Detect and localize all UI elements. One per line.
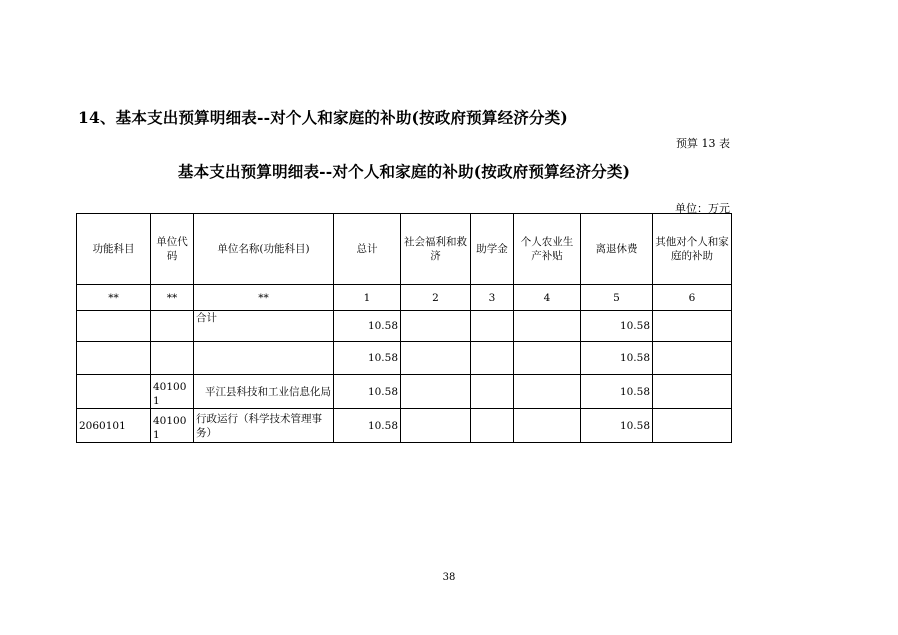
cell-unit-code: 401001 [151, 375, 194, 409]
cell-function-subject [77, 311, 151, 342]
cell-retirement: 10.58 [581, 311, 653, 342]
table-row [77, 311, 732, 342]
cell-unit-code [151, 342, 194, 375]
cell-unit-name: 行政运行（科学技术管理事务） [194, 409, 334, 443]
header-unit-name: 单位名称(功能科目) [194, 214, 334, 285]
table-row [77, 375, 732, 409]
cell-agri-subsidy [514, 311, 581, 342]
cell-total: 10.58 [334, 375, 401, 409]
table-row [77, 409, 732, 443]
table-title: 基本支出预算明细表--对个人和家庭的补助(按政府预算经济分类) [177, 162, 631, 181]
cell-unit-name [194, 342, 334, 375]
index-cell: 5 [581, 285, 653, 311]
cell-scholarship [471, 311, 514, 342]
index-cell: 4 [514, 285, 581, 311]
cell-other-subsidy [653, 311, 732, 342]
form-number: 预算 13 表 [676, 137, 730, 150]
cell-scholarship [471, 409, 514, 443]
table-row [77, 342, 732, 375]
index-cell: 2 [401, 285, 471, 311]
cell-total: 10.58 [334, 311, 401, 342]
header-unit-code: 单位代码 [151, 214, 194, 285]
header-row [77, 214, 732, 285]
cell-function-subject [77, 375, 151, 409]
cell-function-subject [77, 342, 151, 375]
cell-agri-subsidy [514, 375, 581, 409]
header-retirement: 离退休费 [581, 214, 653, 285]
cell-other-subsidy [653, 409, 732, 443]
page-number: 38 [442, 572, 456, 583]
cell-total: 10.58 [334, 409, 401, 443]
header-function-subject: 功能科目 [77, 214, 151, 285]
index-cell: ** [77, 285, 151, 311]
cell-unit-name: 平江县科技和工业信息化局 [194, 375, 334, 409]
header-agri-subsidy: 个人农业生产补贴 [514, 214, 581, 285]
cell-social-welfare [401, 311, 471, 342]
cell-retirement: 10.58 [581, 342, 653, 375]
index-cell: 6 [653, 285, 732, 311]
section-title: 14、基本支出预算明细表--对个人和家庭的补助(按政府预算经济分类) [78, 108, 568, 127]
cell-agri-subsidy [514, 409, 581, 443]
index-cell: 1 [334, 285, 401, 311]
cell-other-subsidy [653, 375, 732, 409]
index-row [77, 285, 732, 311]
cell-total: 10.58 [334, 342, 401, 375]
cell-social-welfare [401, 342, 471, 375]
cell-social-welfare [401, 409, 471, 443]
cell-function-subject: 2060101 [77, 409, 151, 443]
cell-unit-name: 合计 [194, 311, 334, 342]
header-scholarship: 助学金 [471, 214, 514, 285]
cell-scholarship [471, 342, 514, 375]
header-total: 总计 [334, 214, 401, 285]
unit-label: 单位：万元 [675, 202, 730, 215]
index-cell: ** [151, 285, 194, 311]
cell-unit-code: 401001 [151, 409, 194, 443]
cell-agri-subsidy [514, 342, 581, 375]
cell-other-subsidy [653, 342, 732, 375]
header-social-welfare: 社会福利和救济 [401, 214, 471, 285]
index-cell: 3 [471, 285, 514, 311]
cell-retirement: 10.58 [581, 409, 653, 443]
cell-scholarship [471, 375, 514, 409]
budget-table [76, 213, 732, 443]
cell-retirement: 10.58 [581, 375, 653, 409]
header-other-subsidy: 其他对个人和家庭的补助 [653, 214, 732, 285]
cell-social-welfare [401, 375, 471, 409]
index-cell: ** [194, 285, 334, 311]
cell-unit-code [151, 311, 194, 342]
